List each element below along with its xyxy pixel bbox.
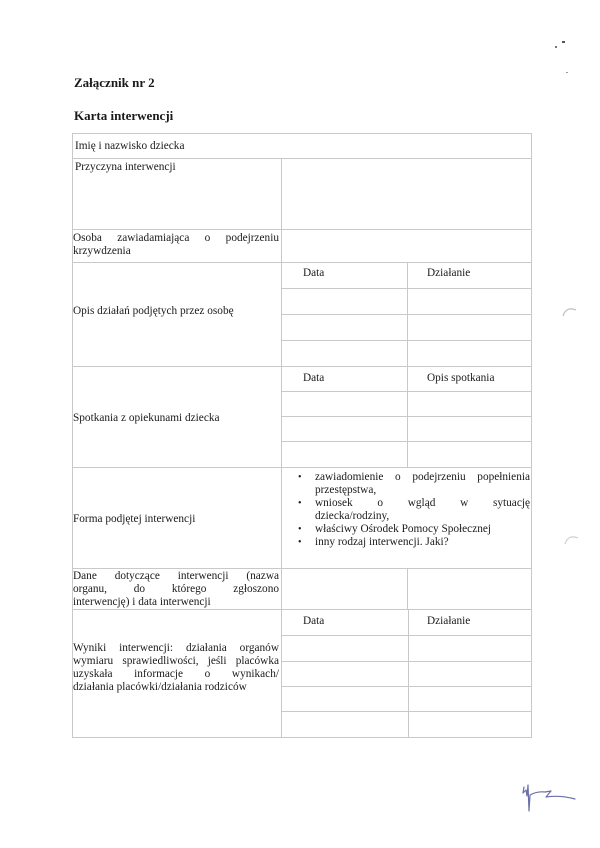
intervention-data-cell[interactable] xyxy=(282,569,406,608)
results-action-cell[interactable] xyxy=(409,636,530,660)
intervention-form-label: Forma podjętej interwencji xyxy=(73,513,196,525)
intervention-data-cell[interactable] xyxy=(408,569,530,608)
results-date-cell[interactable] xyxy=(282,712,407,736)
meetings-col-description: Opis spotkania xyxy=(427,372,495,384)
intervention-data-label-line3: interwencję) i data interwencji xyxy=(73,596,211,608)
reason-label: Przyczyna interwencji xyxy=(75,161,176,173)
intervention-option[interactable]: • wniosek o wgląd w sytuację dziecka/rodziny, xyxy=(298,497,530,523)
results-date-cell[interactable] xyxy=(282,636,407,660)
actions-label: Opis działań podjętych przez osobę xyxy=(73,305,234,317)
actions-action-cell[interactable] xyxy=(408,341,530,365)
intervention-option[interactable]: • inny rodzaj interwencji. Jaki? xyxy=(298,536,530,549)
reporter-field[interactable] xyxy=(282,230,530,261)
actions-date-cell[interactable] xyxy=(282,341,406,365)
reporter-label-line2: krzywdzenia xyxy=(73,245,131,257)
results-label-line3: uzyskała informacje o wynikach/ xyxy=(73,668,279,680)
results-col-date: Data xyxy=(303,615,325,627)
results-action-cell[interactable] xyxy=(409,712,530,736)
results-label-line2: wymiaru sprawiedliwości, jeśli placówka xyxy=(73,655,279,667)
actions-date-cell[interactable] xyxy=(282,289,406,313)
scan-speck xyxy=(555,38,575,78)
intervention-data-label-line2: organu, do którego zgłoszono xyxy=(73,583,279,595)
intervention-data-label-line1: Dane dotyczące interwencji (nazwa xyxy=(73,570,279,582)
meetings-date-cell[interactable] xyxy=(282,417,406,440)
actions-action-cell[interactable] xyxy=(408,289,530,313)
form-title: Karta interwencji xyxy=(74,108,174,123)
table-border-bottom xyxy=(72,737,532,738)
row-divider xyxy=(72,609,532,610)
meetings-col-date: Data xyxy=(303,372,325,384)
reason-field[interactable] xyxy=(282,159,530,228)
actions-action-cell[interactable] xyxy=(408,315,530,339)
attachment-title: Załącznik nr 2 xyxy=(74,75,155,90)
actions-date-cell[interactable] xyxy=(282,315,406,339)
results-label-line1: Wyniki interwencji: działania organów xyxy=(73,642,279,654)
child-name-label: Imię i nazwisko dziecka xyxy=(75,140,185,152)
results-action-cell[interactable] xyxy=(409,662,530,685)
actions-col-action: Działanie xyxy=(427,267,471,279)
intervention-options-list xyxy=(298,471,530,549)
meetings-description-cell[interactable] xyxy=(408,442,530,466)
row-divider xyxy=(72,467,532,468)
table-border-right xyxy=(531,133,532,738)
punch-hole-mark xyxy=(562,530,582,550)
intervention-option[interactable]: • zawiadomienie o podejrzeniu popełnienia przestępstwa, xyxy=(298,471,530,497)
row-divider xyxy=(72,262,532,263)
child-name-field[interactable] xyxy=(200,134,530,157)
results-col-action: Działanie xyxy=(427,615,471,627)
row-divider xyxy=(72,366,532,367)
results-date-cell[interactable] xyxy=(282,662,407,685)
meetings-description-cell[interactable] xyxy=(408,392,530,415)
meetings-label: Spotkania z opiekunami dziecka xyxy=(73,412,220,424)
results-date-cell[interactable] xyxy=(282,687,407,710)
punch-hole-mark xyxy=(560,302,580,322)
intervention-option[interactable]: • właściwy Ośrodek Pomocy Społecznej xyxy=(298,523,530,536)
actions-col-date: Data xyxy=(303,267,325,279)
meetings-description-cell[interactable] xyxy=(408,417,530,440)
results-action-cell[interactable] xyxy=(409,687,530,710)
signature xyxy=(515,783,585,823)
results-label-line4: działania placówki/działania rodziców xyxy=(73,681,247,693)
reporter-label-line1: Osoba zawiadamiająca o podejrzeniu xyxy=(73,232,279,244)
meetings-date-cell[interactable] xyxy=(282,392,406,415)
meetings-date-cell[interactable] xyxy=(282,442,406,466)
